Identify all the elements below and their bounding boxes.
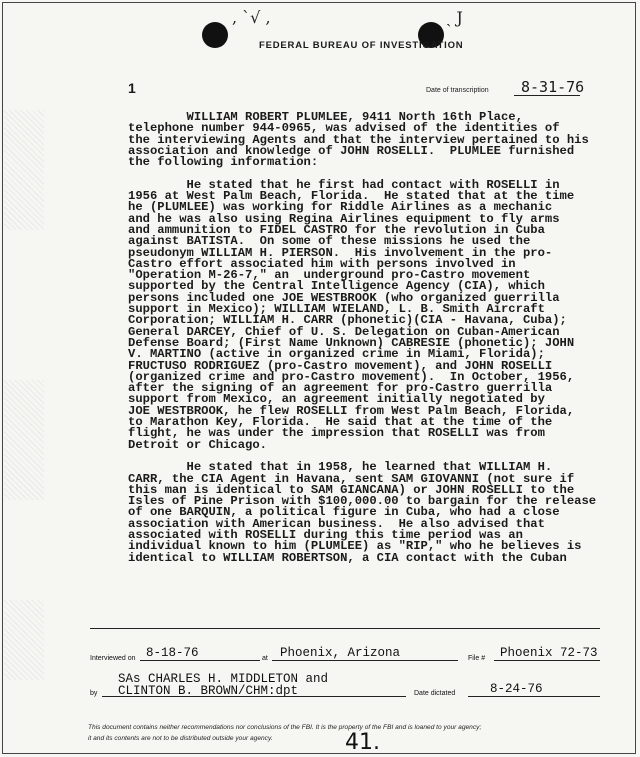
handwritten-mark: , ˋ√ , (232, 8, 271, 27)
body-line: flight, he was under the impression that ROSELLI was from (128, 426, 545, 441)
date-of-transcription: 8-31-76 (521, 78, 585, 96)
body-line: He stated that he first had contact with ROSELLI in (128, 177, 560, 192)
underline (140, 660, 260, 661)
body-line: supported by the Central Intelligence Agency (CIA), which (128, 279, 545, 294)
body-line: and he was also using Regina Airlines equipment to fly arms (128, 211, 560, 226)
body-line: pseudonym WILLIAM H. PIERSON. His involvement in the pro- (128, 245, 553, 260)
scan-noise (4, 380, 44, 500)
body-line: association with American business. He also advised that (128, 516, 545, 531)
body-line: Isles of Pine Prison with $100,000.00 to bargain for the release (128, 494, 597, 509)
body-line: the following information: (128, 155, 319, 170)
disclaimer-line-1: This document contains neither recommendations nor conclusions of the FBI. It is the property of the FBI and is loaned to your agency; (88, 724, 482, 731)
body-line: he (PLUMLEE) was working for Riddle Airlines as a mechanic (128, 200, 553, 215)
body-line: associated with ROSELLI during this time period was an (128, 527, 523, 542)
body-line: General DARCEY, Chief of U. S. Delegation on Cuban-American (128, 324, 560, 339)
interviewed-on-label: Interviewed on (90, 655, 136, 662)
body-line: and ammunition to FIDEL CASTRO for the revolution in Cuba (128, 222, 545, 237)
body-line: (organized crime and pro-Castro movement). In October, 1956, (128, 369, 575, 384)
body-line: telephone number 944-0965, was advised of the identities of (128, 121, 560, 136)
handwritten-page-number: 41. (345, 730, 380, 755)
body-line: 1956 at West Palm Beach, Florida. He stated that at the time (128, 189, 575, 204)
body-line: support in Mexico); WILLIAM WIELAND, L. B. Smith Aircraft (128, 302, 545, 317)
interviewed-on-date: 8-18-76 (146, 646, 199, 660)
footer-rule (90, 628, 600, 629)
underline (494, 660, 600, 661)
body-line: to Marathon Key, Florida. He said that at the time of the (128, 415, 553, 430)
underline (102, 696, 406, 697)
disclaimer-line-2: it and its contents are not to be distributed outside your agency. (88, 735, 273, 742)
scan-noise (4, 600, 44, 680)
by-label: by (90, 690, 98, 697)
body-line: this man is identical to SAM GIANCANA) or JOHN ROSELLI to the (128, 482, 575, 497)
body-line: FRUCTUSO RODRIGUEZ (pro-Castro movement), and JOHN ROSELLI (128, 358, 553, 373)
scan-noise (4, 110, 44, 230)
interview-location: Phoenix, Arizona (280, 646, 401, 660)
body-line: association and knowledge of JOHN ROSELLI. PLUMLEE furnished (128, 143, 575, 158)
body-line: of one BARQUIN, a political figure in Cuba, who had a close (128, 505, 560, 520)
body-line: V. MARTINO (active in organized crime in Miami, Florida); (128, 347, 545, 362)
body-line: WILLIAM ROBERT PLUMLEE, 9411 North 16th Place, (128, 110, 523, 124)
underline (468, 696, 600, 697)
file-number-label: File # (468, 655, 486, 662)
body-line: Corporation; WILLIAM H. CARR (phonetic)(CIA - Havana, Cuba); (128, 313, 567, 328)
body-line: Castro effort associated him with persons involved in (128, 256, 516, 271)
handwritten-mark: ˎ J (446, 8, 463, 27)
date-underline (514, 95, 580, 96)
date-dictated-label: Date dictated (414, 690, 456, 697)
body-line: Defense Board; (First Name Unknown) CABRESIE (phonetic); JOHN (128, 335, 575, 350)
file-number: Phoenix 72-73 (500, 646, 598, 660)
agents-line-1: SAs CHARLES H. MIDDLETON and (118, 672, 329, 686)
body-line: after the signing of an agreement for pro-Castro guerrilla (128, 381, 553, 396)
body-line: support from Mexico, an agreement initially negotiated by (128, 392, 545, 407)
body-line: He stated that in 1958, he learned that WILLIAM H. (128, 460, 553, 475)
body-line: CARR, the CIA Agent in Havana, sent SAM GIOVANNI (not sure if (128, 471, 575, 486)
at-label: at (262, 655, 268, 662)
underline (272, 660, 458, 661)
agency-heading: FEDERAL BUREAU OF INVESTIGATION (259, 40, 464, 51)
body-line: the interviewing Agents and that the interview pertained to his (128, 132, 589, 147)
body-line: JOE WESTBROOK, he flew ROSELLI from West Palm Beach, Florida, (128, 403, 575, 418)
hole-punch (202, 22, 228, 48)
body-line: identical to WILLIAM ROBERTSON, a CIA contact with the Cuban (128, 550, 567, 565)
body-line: against BATISTA. On some of these missions he used the (128, 234, 531, 249)
interview-body (128, 112, 598, 564)
page-number: 1 (128, 80, 136, 96)
agents-line-2: CLINTON B. BROWN/CHM:dpt (118, 684, 299, 698)
body-line: "Operation M-26-7," an underground pro-Castro movement (128, 268, 531, 283)
body-line: persons included one JOE WESTBROOK (who organized guerrilla (128, 290, 560, 305)
body-line: Detroit or Chicago. (128, 437, 267, 452)
date-dictated: 8-24-76 (490, 682, 543, 696)
date-of-transcription-label: Date of transcription (426, 87, 489, 94)
body-line: individual known to him (PLUMLEE) as "RIP," who he believes is (128, 539, 582, 554)
